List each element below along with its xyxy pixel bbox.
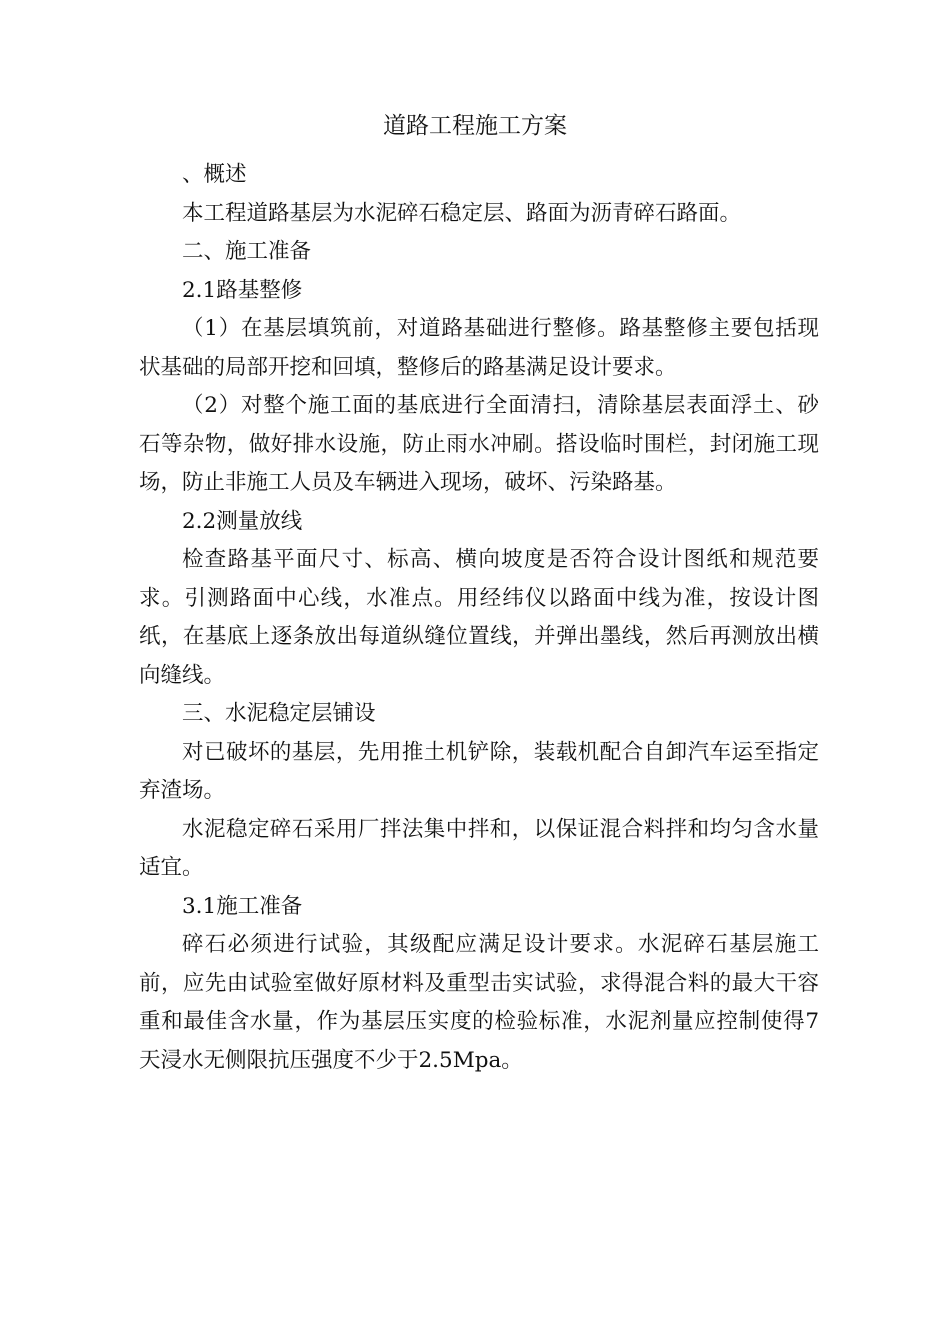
- section-heading-overview: 、概述: [182, 162, 247, 187]
- subsection-heading-2-2: 2.2测量放线: [182, 508, 303, 534]
- document-body: [139, 156, 819, 1080]
- paragraph-3-a: 对已破坏的基层，先用推土机铲除，装载机配合自卸汽车运至指定弃渣场。: [139, 739, 819, 803]
- paragraph-3-1: 碎石必须进行试验，其级配应满足设计要求。水泥碎石基层施工前，应先由试验室做好原材料及重型击实试验，求得混合料的最大干容重和最佳含水量，作为基层压实度的检验标准，水泥剂量应控制使得7天浸水无侧限抗压强度不少于2.5Mpa。: [139, 932, 819, 1073]
- paragraph-2-1-item-2: （2）对整个施工面的基底进行全面清扫，清除基层表面浮土、砂石等杂物，做好排水设施，防止雨水冲刷。搭设临时围栏，封闭施工现场，防止非施工人员及车辆进入现场，破坏、污染路基。: [139, 393, 819, 495]
- paragraph-2-1-item-1: （1）在基层填筑前，对道路基础进行整修。路基整修主要包括现状基础的局部开挖和回填，整修后的路基满足设计要求。: [139, 316, 819, 380]
- document-title: 道路工程施工方案: [383, 113, 567, 139]
- paragraph-intro: 本工程道路基层为水泥碎石稳定层、路面为沥青碎石路面。: [182, 200, 742, 226]
- section-heading-preparation: 二、施工准备: [182, 239, 312, 264]
- paragraph-2-2: 检查路基平面尺寸、标高、横向坡度是否符合设计图纸和规范要求。引测路面中心线，水准点。用经纬仪以路面中线为准，按设计图纸，在基底上逐条放出每道纵缝位置线，并弹出墨线，然后再测放出横向缝线。: [139, 547, 819, 688]
- subsection-heading-2-1: 2.1路基整修: [182, 277, 303, 303]
- subsection-heading-3-1: 3.1施工准备: [182, 893, 303, 919]
- paragraph-3-b: 水泥稳定碎石采用厂拌法集中拌和，以保证混合料拌和均匀含水量适宜。: [139, 816, 819, 880]
- section-heading-cement-layer: 三、水泥稳定层铺设: [182, 701, 376, 726]
